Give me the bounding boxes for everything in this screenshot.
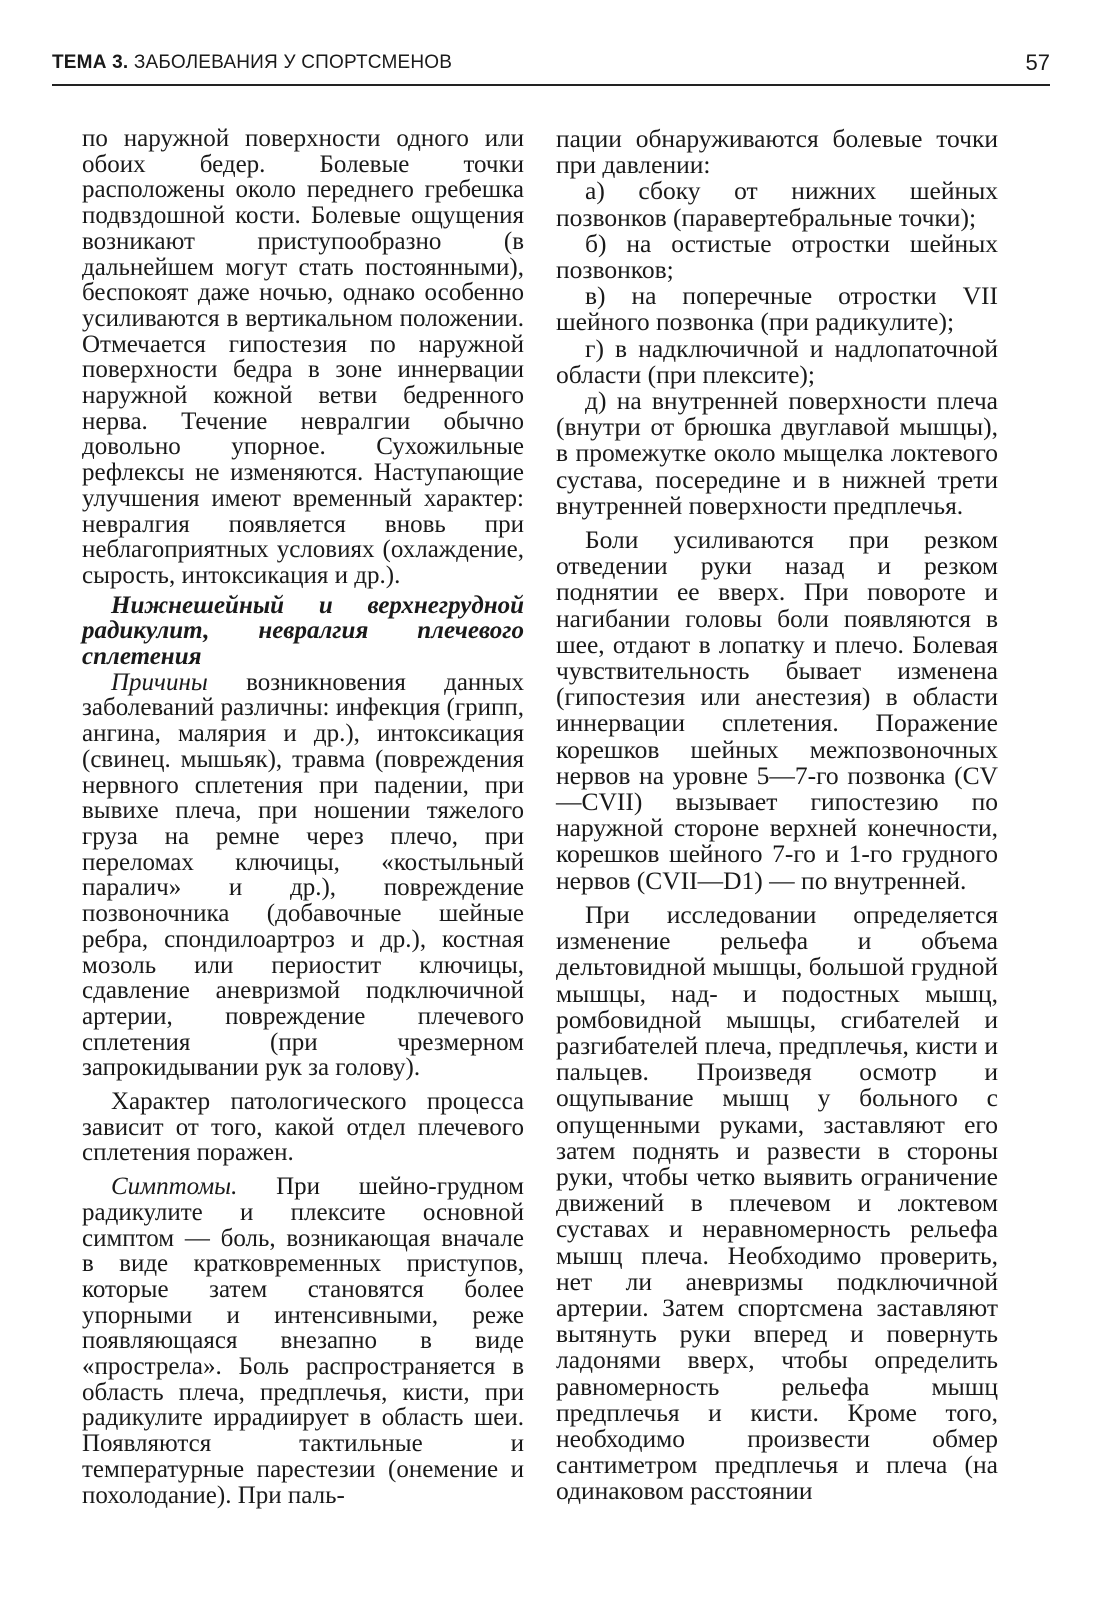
running-header xyxy=(52,50,1050,86)
list-item: а) сбоку от нижних шейных позвонков (паравертебральные точки); xyxy=(556,176,998,232)
page-number: 57 xyxy=(1025,50,1050,75)
paragraph-lead: Причины xyxy=(111,668,208,696)
paragraph: по наружной поверхности одного или обоих бедер. Болевые точки расположены около переднего гребешка подвздошной кости. Болевые ощущения возникают приступообразно (в дальнейшем могут стать постоянными), беспокоят даже ночью, однако особенно усиливаются в вертикальном положении. Отмечается гипостезия по наружной поверхности бедра в зоне иннервации наружной кожной ветви бедренного нерва. Течение невралгии обычно довольно упорное. Сухожильные рефлексы не изменяются. Наступающие улучшения имеют временный характер: невралгия появляется вновь при неблагоприятных условиях (охлаждение, сырость, интоксикация и др.). xyxy=(82,125,524,589)
section-heading: Нижнешейный и верхнегрудной радикулит, невралгия плечевого сплетения xyxy=(82,591,524,671)
chapter-name: ЗАБОЛЕВАНИЯ У СПОРТСМЕНОВ xyxy=(128,52,453,73)
list-item: б) на остистые отростки шейных позвонков; xyxy=(556,228,998,285)
list-item: д) на внутренней поверхности плеча (внутри от брюшка двуглавой мышцы), в промежутке около мыщелка локтевого сустава, посередине и в нижней трети внутренней поверхности предплечья. xyxy=(556,386,998,520)
paragraph xyxy=(82,1174,524,1508)
paragraph: При исследовании определяется изменение рельефа и объема дельтовидной мышцы, большой грудной мышцы, над- и подостных мышц, ромбовидной мышцы, сгибателей и разгибателей плеча, предплечья, кисти и пальцев. Произведя осмотр и ощупывание мышц у больного с опущенными руками, заставляют его затем поднять и развести в стороны руки, чтобы четко выявить ограничение движений в плечевом и локтевом суставах и неравномерность рельефа мышц плеча. Необходимо проверить, нет ли аневризмы подключичной артерии. Затем спортсмена заставляют вытянуть руки вперед и повернуть ладонями вверх, чтобы определить равномерность рельефа мышц предплечья и кисти. Кроме того, необходимо произвести обмер сантиметром предплечья и плеча (на одинаковом расстоянии xyxy=(556,899,998,1506)
paragraph: пации обнаруживаются болевые точки при давлении: xyxy=(556,124,998,180)
chapter-title xyxy=(52,52,452,74)
paragraph-text: При шейно-грудном радикулите и плексите основной симптом — боль, возникающая вначале в виде кратковременных приступов, которые затем становятся более упорными и интенсивными, реже появляющаяся внезапно в виде «прострела». Боль распространяется в область плеча, предплечья, кисти, при радикулите иррадиирует в область шеи. Появляются тактильные и температурные парестезии (онемение и похолодание). При паль- xyxy=(82,1173,524,1509)
paragraph: Характер патологического процесса зависит от того, какой отдел плечевого сплетения поражен. xyxy=(82,1088,524,1167)
left-column xyxy=(82,126,524,1508)
paragraph: Боли усиливаются при резком отведении руки назад и резком поднятии ее вверх. При повороте и нагибании головы боли появляются в шее, отдают в лопатку и плечо. Болевая чувствительность бывает изменена (гипостезия или анестезия) в области иннервации сплетения. Поражение корешков шейных межпозвоночных нервов на уровне 5—7-го позвонка (CV—CVII) вызывает гипостезию по наружной стороне верхней конечности, корешков шейного 7-го и 1-го грудного нервов (CVII—D1) — по внутренней. xyxy=(556,525,998,895)
paragraph-text: возникновения данных заболеваний различны: инфекция (грипп, ангина, малярия и др.), интоксикация (свинец. мышьяк), травма (повреждения нервного сплетения при падении, при вывихе плеча, при ношении тяжелого груза на ремне через плечо, при переломах ключицы, «костыльный паралич» и др.), повреждение позвоночника (добавочные шейные ребра, спондилоартроз и др.), костная мозоль или периостит ключицы, сдавление аневризмой подключичной артерии, повреждение плечевого сплетения (при чрезмерном запрокидывании рук за голову). xyxy=(82,668,524,1082)
list-item: в) на поперечные отростки VII шейного позвонка (при радикулите); xyxy=(556,281,998,337)
paragraph xyxy=(82,670,524,1081)
chapter-number: ТЕМА 3. xyxy=(52,52,129,73)
list-item: г) в надключичной и надлопаточной области (при плексите); xyxy=(556,333,998,389)
right-column xyxy=(556,126,998,1505)
paragraph-lead: Симптомы. xyxy=(111,1173,238,1201)
